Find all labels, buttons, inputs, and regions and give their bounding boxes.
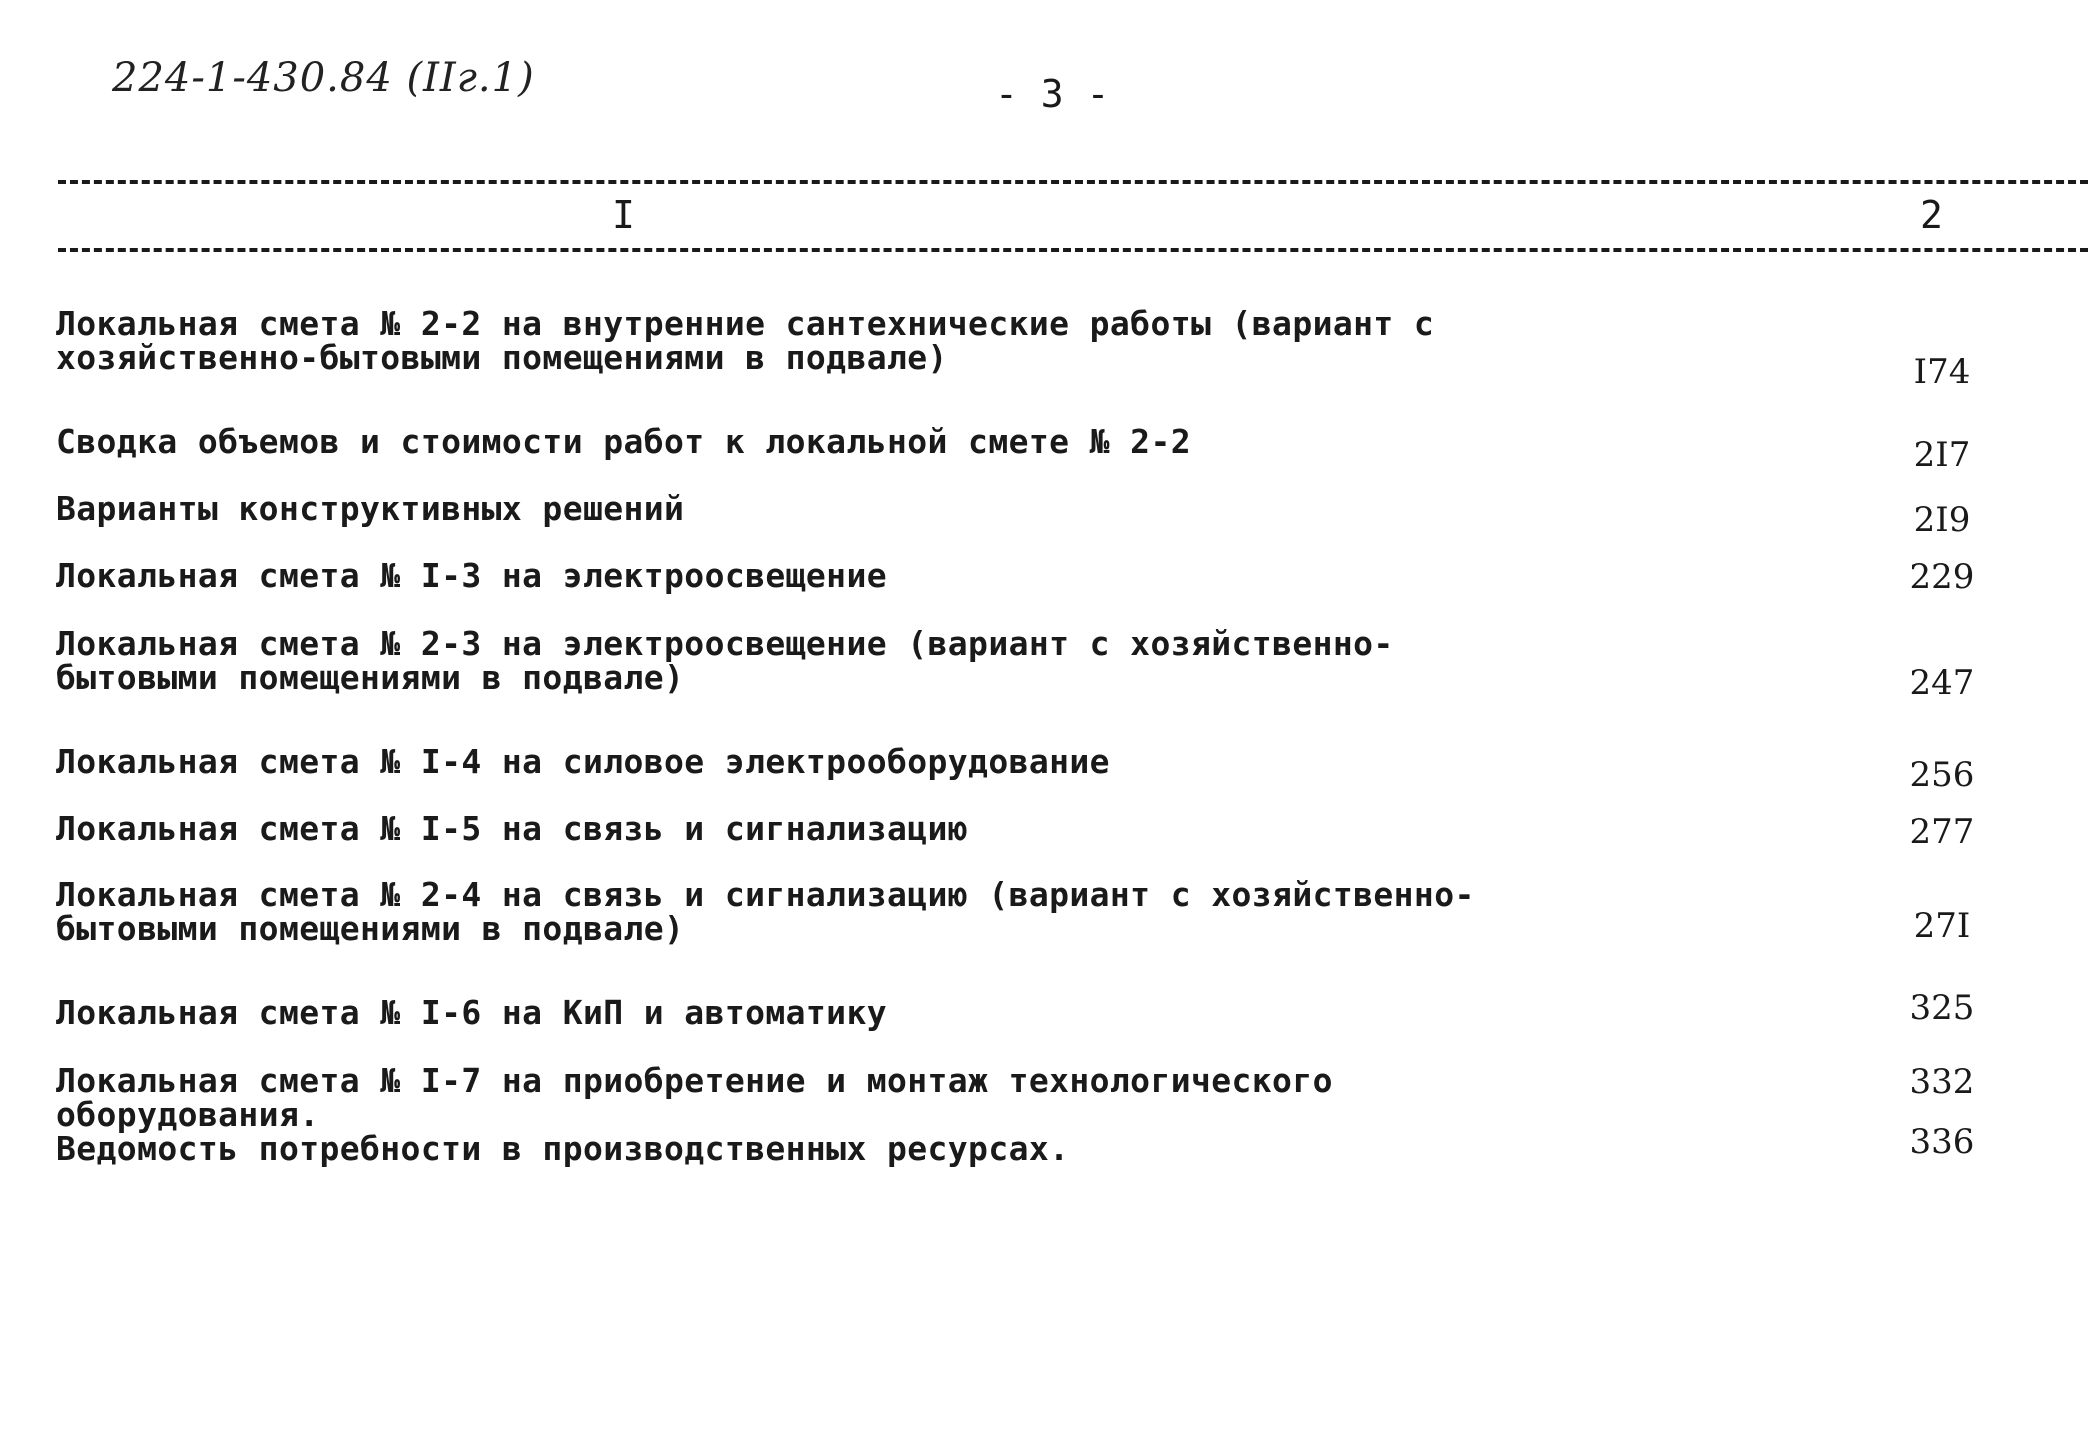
toc-entry-text: Локальная смета № I-5 на связь и сигнализацию <box>56 809 969 848</box>
column-header-title: I <box>612 193 635 237</box>
toc-entry-text: Сводка объемов и стоимости работ к локальной смете № 2-2 <box>56 422 1191 461</box>
toc-entry-page: 256 <box>1909 755 1975 795</box>
toc-entry-page: 2I9 <box>1913 500 1971 540</box>
toc-entry-page: 27I <box>1913 906 1971 946</box>
toc-entry-text: Ведомость потребности в производственных ресурсах. <box>56 1129 1070 1168</box>
page-number: - 3 - <box>995 72 1110 116</box>
table-header-bottom-rule <box>58 248 2088 252</box>
toc-entry-page: 2I7 <box>1913 435 1971 475</box>
toc-entry-page: 325 <box>1909 988 1975 1028</box>
toc-entry-text: Локальная смета № 2-3 на электроосвещение (вариант с хозяйственно- бытовыми помещениями в подвале) <box>56 624 1394 697</box>
toc-entry-text: Варианты конструктивных решений <box>56 489 685 528</box>
toc-entry-page: 336 <box>1909 1122 1975 1162</box>
toc-entry-page: 277 <box>1909 812 1975 852</box>
toc-entry-text: Локальная смета № I-3 на электроосвещение <box>56 556 887 595</box>
document-code: 224-1-430.84 (IIг.1) <box>112 55 535 101</box>
toc-entry-text: Локальная смета № I-4 на силовое электрооборудование <box>56 742 1110 781</box>
toc-entry-text: Локальная смета № I-7 на приобретение и монтаж технологического оборудования. <box>56 1061 1333 1134</box>
toc-entry-text: Локальная смета № I-6 на КиП и автоматику <box>56 993 887 1032</box>
toc-entry-text: Локальная смета № 2-4 на связь и сигнализацию (вариант с хозяйственно- бытовыми помещениями в подвале) <box>56 875 1475 948</box>
toc-entry-page: I74 <box>1913 352 1971 392</box>
toc-entry-text: Локальная смета № 2-2 на внутренние сантехнические работы (вариант с хозяйственно-бытовыми помещениями в подвале) <box>56 304 1435 377</box>
column-header-page: 2 <box>1920 193 1943 237</box>
toc-entry-page: 332 <box>1909 1062 1975 1102</box>
toc-entry-page: 229 <box>1909 557 1975 597</box>
toc-entry-page: 247 <box>1909 663 1975 703</box>
table-header-top-rule <box>58 180 2088 184</box>
